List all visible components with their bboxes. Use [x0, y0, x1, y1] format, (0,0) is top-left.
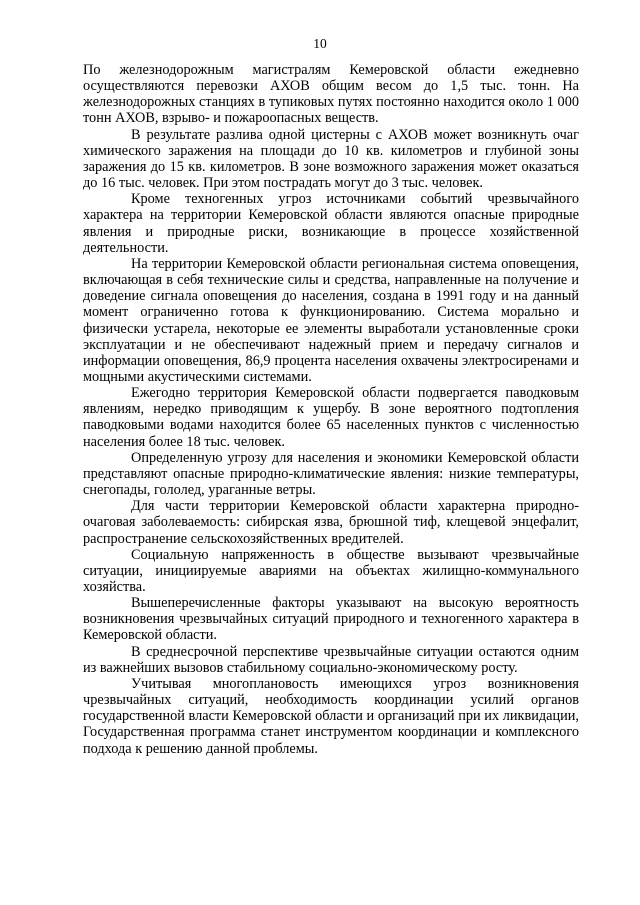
- paragraph-natural-foci-diseases: Для части территории Кемеровской области характерна природно-очаговая заболеваемость: сибирская язва, брюшной тиф, клещевой энцефалит, распространение сельскохозяйственных вредителей.: [83, 498, 579, 547]
- paragraph-risk-factors: Вышеперечисленные факторы указывают на высокую вероятность возникновения чрезвычайных ситуаций природного и техногенного характера в Кемеровской области.: [83, 595, 579, 644]
- paragraph-warning-system: На территории Кемеровской области региональная система оповещения, включающая в себя технические силы и средства, направленные на получение и доведение сигнала оповещения до населения, создана в 1991 году и на данный момент ограниченно готова к функционированию. Система морально и физически устарела, некоторые ее элементы выработали установленные сроки эксплуатации и не обеспечивают надежный прием и передачу сигналов и информации оповещения, 86,9 процента населения охвачены электросиренами и мощными акустическими системами.: [83, 255, 579, 385]
- paragraph-natural-risks: Кроме техногенных угроз источниками событий чрезвычайного характера на территории Кемеровской области являются опасные природные явления и природные риски, возникающие в процессе хозяйственной деятельности.: [83, 191, 579, 256]
- paragraph-medium-term: В среднесрочной перспективе чрезвычайные ситуации остаются одним из важнейших вызовов стабильному социально-экономическому росту.: [83, 643, 579, 676]
- paragraph-social-tension: Социальную напряженность в обществе вызывают чрезвычайные ситуации, инициируемые авариями на объектах жилищно-коммунального хозяйства.: [83, 546, 579, 595]
- paragraph-floods: Ежегодно территория Кемеровской области подвергается паводковым явлениям, нередко приводящим к ущербу. В зоне вероятного подтопления паводковыми водами находится более 65 населенных пунктов с численностью населения более 18 тыс. человек.: [83, 385, 579, 450]
- paragraph-climate-threats: Определенную угрозу для населения и экономики Кемеровской области представляют опасные природно-климатические явления: низкие температуры, снегопады, гололед, ураганные ветры.: [83, 449, 579, 499]
- document-body: [83, 62, 579, 757]
- paragraph-tank-spill: В результате разлива одной цистерны с АХОВ может возникнуть очаг химического заражения на площади до 10 кв. километров и глубиной зоны заражения до 15 кв. километров. В зоне возможного заражения может оказаться до 16 тыс. человек. При этом пострадать могут до 3 тыс. человек.: [83, 126, 579, 192]
- page-number: 10: [313, 36, 327, 51]
- paragraph-rail-transport: По железнодорожным магистралям Кемеровской области ежедневно осуществляются перевозки АХОВ общим весом до 1,5 тыс. тонн. На железнодорожных станциях в тупиковых путях постоянно находится около 1 000 тонн АХОВ, взрыво- и пожароопасных веществ.: [83, 62, 579, 127]
- paragraph-program-conclusion: Учитывая многоплановость имеющихся угроз возникновения чрезвычайных ситуаций, необходимость координации усилий органов государственной власти Кемеровской области и организаций при их ликвидации, Государственная программа станет инструментом координации и комплексного подхода к решению данной проблемы.: [83, 675, 579, 757]
